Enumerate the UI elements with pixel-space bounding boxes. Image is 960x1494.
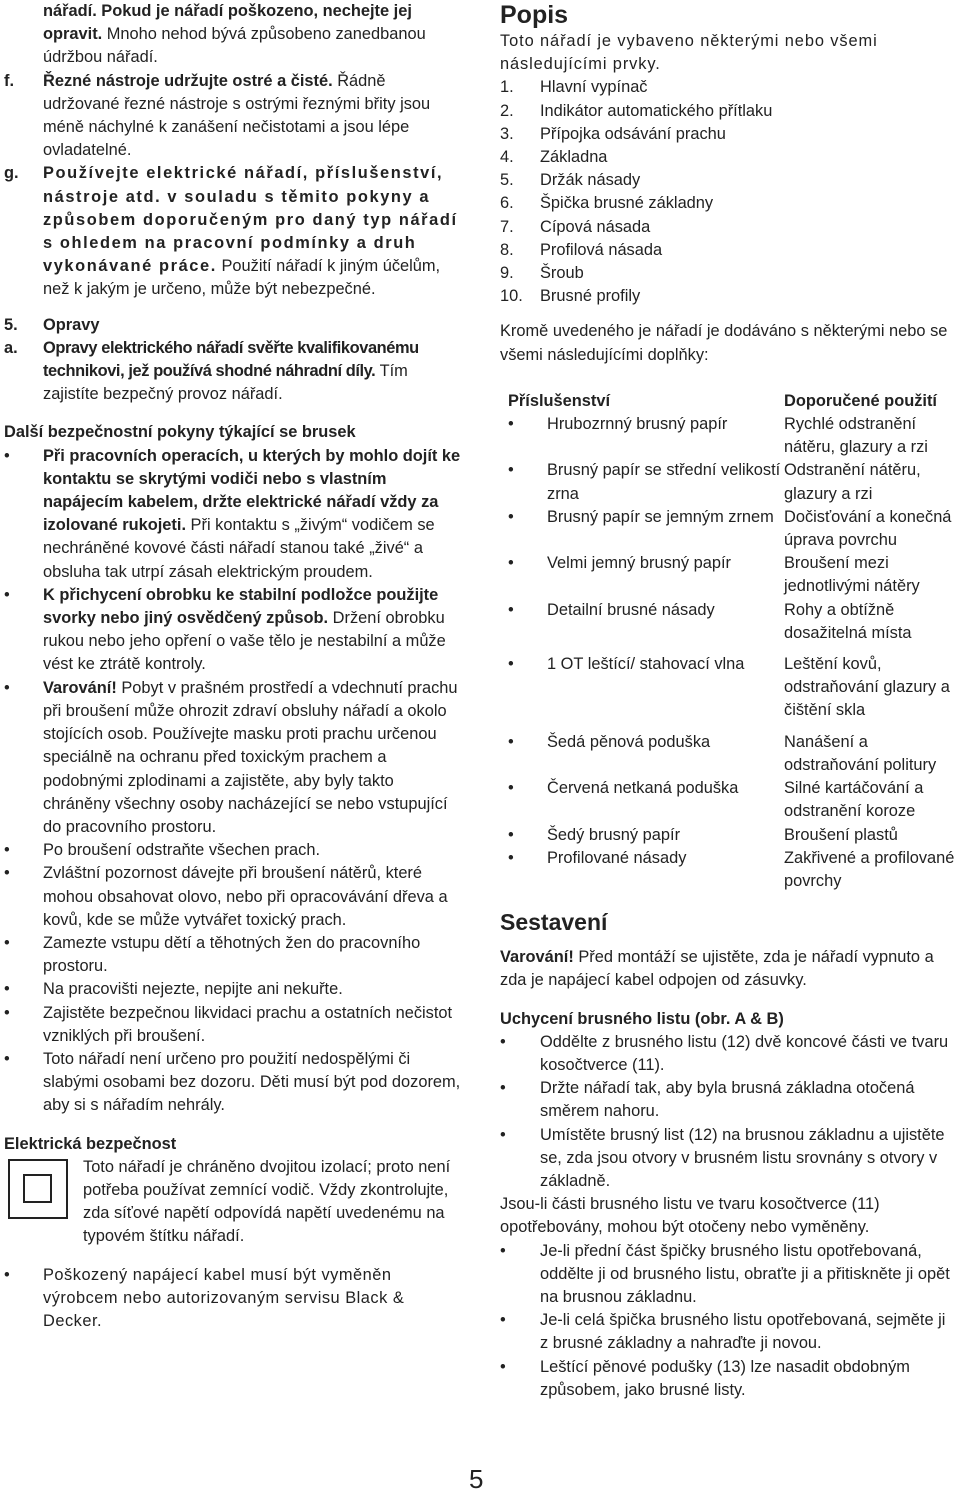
bullet-lead-paint: • Zvláštní pozornost dávejte při broušení nátěrů, které mohou obsahovat olovo, nebo při opracovávání dřeva a kovů, kde se může vytvářet toxický prach. xyxy=(4,862,462,932)
bullet-hidden-wires: • Při pracovních operacích, u kterých by mohlo dojít ke kontaktu se skrytými vodiči nebo s vlastním napájecím kabelem, držte elektrické nářadí vždy za izolované rukojeti. Při kontaktu s „živým“ vodičem se nechráněné kovové části nářadí stanou také „živé“ a obsluha tak utrpí zásah elektrickým proudem. xyxy=(4,445,462,584)
bullet-remove-dust: • Po broušení odstraňte všechen prach. xyxy=(4,839,462,862)
bullet-dust-warning: • Varování! Pobyt v prašném prostředí a vdechnutí prachu při broušení může ohrozit zdraví obsluhy nářadí a okolo stojících osob. Používejte masku proti prachu určenou speciálně na ochranu před toxickým prachem a podobnými zplodinami a zajistěte, aby byly takto chráněny všechny osoby nacházející se nebo vstupující do pracovního prostoru. xyxy=(4,677,462,839)
popis-intro: Toto nářadí je vybaveno některými nebo všemi následujícími prvky. xyxy=(500,32,878,74)
doplnky-text: Kromě uvedeného je nářadí je dodáváno s některými nebo se všemi následujícími doplňky: xyxy=(500,322,948,364)
list-item: 3. Přípojka odsávání prachu xyxy=(500,124,726,143)
parts-list xyxy=(500,76,958,308)
bullet-children: • Zamezte vstupu dětí a těhotných žen do pracovního prostoru. xyxy=(4,932,462,978)
bullet-damaged-cable: • Poškozený napájecí kabel musí být vyměněn výrobcem nebo autorizovaným servisu Black & Decker. xyxy=(4,1264,462,1334)
list-item: 2. Indikátor automatického přítlaku xyxy=(500,101,773,120)
table-row: • Profilované násady Zakřivené a profilované povrchy xyxy=(508,848,955,890)
list-item: 6. Špička brusné základny xyxy=(500,194,714,213)
table-row: • Červená netkaná poduška Silné kartáčování a odstranění koroze xyxy=(508,779,924,821)
table-row: • Šedý brusný papír Broušení plastů xyxy=(508,825,898,844)
bullet-no-eating: • Na pracovišti nejezte, nepijte ani nekuřte. xyxy=(4,978,462,1001)
popis-heading: Popis xyxy=(500,1,569,29)
uchyceni-heading: Uchycení brusného listu (obr. A & B) xyxy=(500,1009,784,1028)
double-insulation-text: Toto nářadí je chráněno dvojitou izolací; proto není potřeba používat zemnící vodič. Vždy zkontrolujte, zda síťové napětí odpovídá napětí uvedenému na typovém štítku nářadí. xyxy=(83,1157,451,1246)
jsouli-text: Jsou-li části brusného listu ve tvaru kosočtverce (11) opotřebovány, mohou být otočeny nebo vyměněny. xyxy=(500,1195,880,1237)
rule-g: g. Používejte elektrické nářadí, příslušenství, nástroje atd. v souladu s těmito pokyny a způsobem doporučeným pro daný typ nářadí s ohledem na pracovní podmínky a druh vykonávané práce. Použití nářadí k jiným účelům, než k jakým je určeno, může být nebezpečné. xyxy=(4,164,458,299)
list-item: 4. Základna xyxy=(500,148,608,167)
section-5-heading: 5. Opravy xyxy=(4,315,100,334)
table-row: • Brusný papír se střední velikostí zrna Odstranění nátěru, glazury a rzi xyxy=(508,461,921,503)
rule-a: a. Opravy elektrického nářadí svěřte kvalifikovanému technikovi, jež používá shodné náhradní díly. Tím zajistíte bezpečný provoz nářadí. xyxy=(4,338,419,404)
bullet-separate-diamonds: • Oddělte z brusného listu (12) dvě koncové části ve tvaru kosočtverce (11). xyxy=(500,1031,958,1077)
acc-header-use: Doporučené použití xyxy=(784,391,937,410)
rule-f: f. Řezné nástroje udržujte ostré a čisté. Řádně udržované řezné nástroje s ostrými řeznými břity jsou méně náchylné k zanášení nečistotami a jsou lépe ovladatelné. xyxy=(4,71,431,160)
bullet-place-sheet: • Umístěte brusný list (12) na brusnou základnu a ujistěte se, zda jsou otvory v brusném listu srovnány s otvory v základně. xyxy=(500,1124,958,1194)
bullet-front-worn: • Je-li přední část špičky brusného listu opotřebovaná, oddělte ji od brusného listu, obraťte ji a přitiskněte ji opět na brusnou základnu. xyxy=(500,1240,958,1310)
double-insulation-block xyxy=(4,1156,462,1250)
right-column xyxy=(500,0,958,1402)
table-row: • Brusný papír se jemným zrnem Dočisťování a konečná úprava povrchu xyxy=(508,507,952,550)
accessories-table xyxy=(500,390,958,893)
page-number: 5 xyxy=(469,1464,484,1494)
intro-paragraph: nářadí. Pokud je nářadí poškozeno, nechejte jej opravit. Mnoho nehod bývá způsobeno zanedbanou údržbou nářadí. xyxy=(43,2,426,67)
double-insulation-icon xyxy=(8,1159,68,1219)
elektricka-heading: Elektrická bezpečnost xyxy=(4,1134,177,1153)
bullet-supervision: • Toto nářadí není určeno pro použití nedospělými či slabými osobami bez dozoru. Děti musí být pod dozorem, aby si s nářadím nehrály. xyxy=(4,1048,462,1118)
bullet-clamps: • K přichycení obrobku ke stabilní podložce použijte svorky nebo jiný osvědčený způsob. Držení obrobku rukou nebo jeho opření o vaše tělo je nestabilní a může vést ke ztrátě kontroly. xyxy=(4,584,462,677)
table-row: • 1 OT leštící/ stahovací vlna Leštění kovů, odstraňování glazury a čištění skla xyxy=(508,655,950,720)
list-item: 7. Cípová násada xyxy=(500,217,651,236)
bullet-foam-pads: • Leštící pěnové podušky (13) lze nasadit obdobným způsobem, jako brusné listy. xyxy=(500,1356,958,1402)
list-item: 8. Profilová násada xyxy=(500,240,663,259)
table-row: • Hrubozrnný brusný papír Rychlé odstranění nátěru, glazury a rzi xyxy=(508,415,928,457)
list-item: 9. Šroub xyxy=(500,264,584,283)
sestaveni-heading: Sestavení xyxy=(500,909,608,936)
table-row: • Velmi jemný brusný papír Broušení mezi jednotlivými nátěry xyxy=(508,554,920,596)
acc-header-accessory: Příslušenství xyxy=(508,391,611,410)
table-row: • Detailní brusné násady Rohy a obtížně dosažitelná místa xyxy=(508,600,912,642)
list-item: 10. Brusné profily xyxy=(500,287,641,306)
bullet-dust-disposal: • Zajistěte bezpečnou likvidaci prachu a ostatních nečistot vzniklých při broušení. xyxy=(4,1002,462,1048)
bullet-tip-worn: • Je-li celá špička brusného listu opotřebovaná, sejměte ji z brusné základny a nahraďte ji novou. xyxy=(500,1309,958,1355)
list-item: 1. Hlavní vypínač xyxy=(500,78,648,97)
bullet-hold-tool: • Držte nářadí tak, aby byla brusná základna otočená směrem nahoru. xyxy=(500,1077,958,1123)
left-column xyxy=(4,0,462,1333)
assembly-warning: Varování! Před montáží se ujistěte, zda je nářadí vypnuto a zda je napájecí kabel odpojen od zásuvky. xyxy=(500,948,934,990)
brusky-heading: Další bezpečnostní pokyny týkající se brusek xyxy=(4,423,356,442)
list-item: 5. Držák násady xyxy=(500,171,641,190)
table-row: • Šedá pěnová poduška Nanášení a odstraňování politury xyxy=(508,732,937,774)
